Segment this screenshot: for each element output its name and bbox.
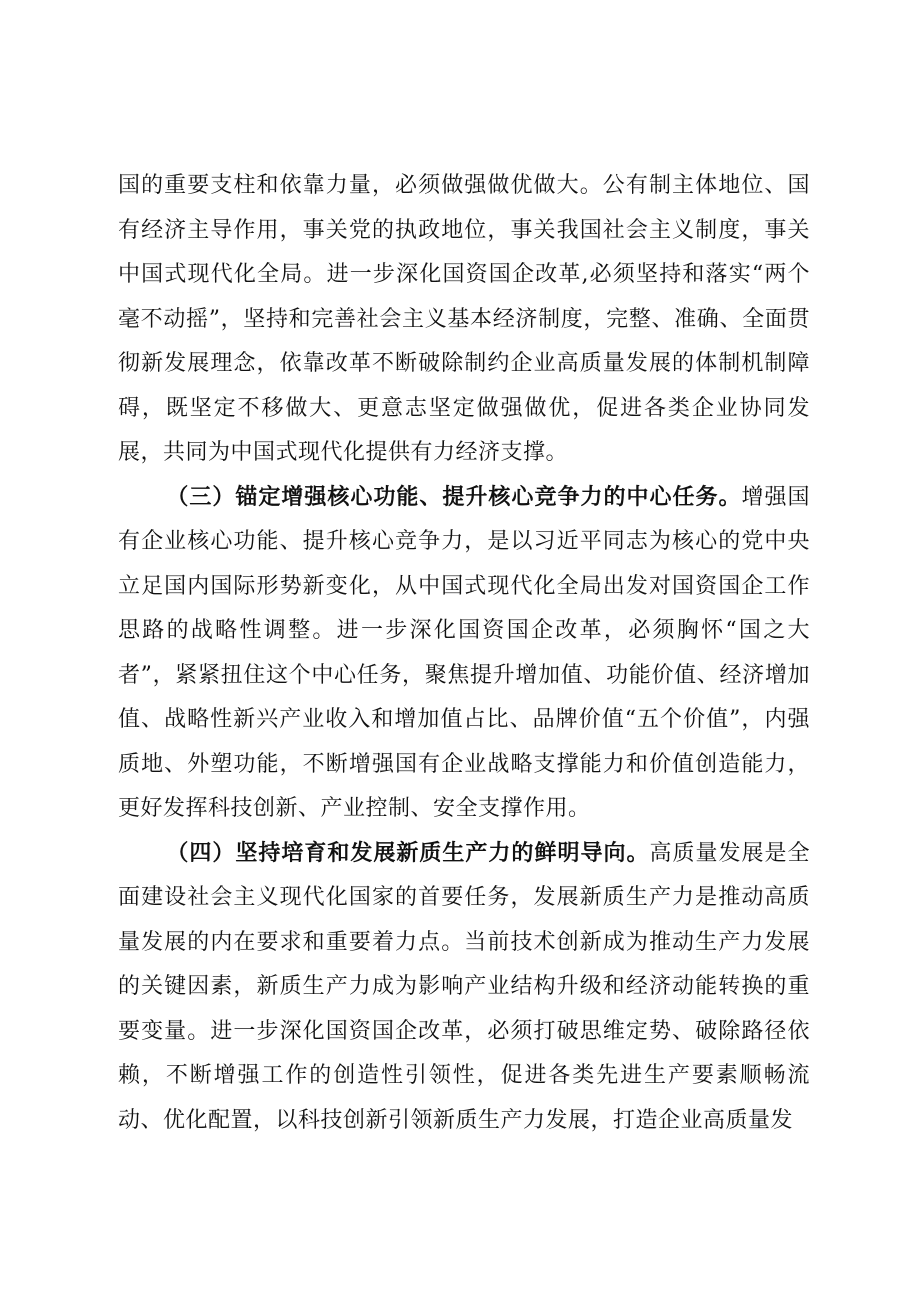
paragraph-1-text: 国的重要支柱和依靠力量，必须做强做优做大。公有制主体地位、国有经济主导作用，事关党的执政地位，事关我国社会主义制度，事关中国式现代化全局。进一步深化国资国企改革,必须坚持和落实“两个毫不动摇”，坚持和完善社会主义基本经济制度，完整、准确、全面贯彻新发展理念，依靠改革不断破除制约企业高质量发展的体制机制障碍，既坚定不移做大、更意志坚定做强做优，促进各类企业协同发展，共同为中国式现代化提供有力经济支撑。	[118, 173, 810, 465]
paragraph-2-text: 增强国有企业核心功能、提升核心竞争力，是以习近平同志为核心的党中央立足国内国际形势新变化，从中国式现代化全局出发对国资国企工作思路的战略性调整。进一步深化国资国企改革，必须胸怀“国之大者”，紧紧扭住这个中心任务，聚焦提升增加值、功能价值、经济增加值、战略性新兴产业收入和增加值占比、品牌价值“五个价值”，内强质地、外塑功能，不断增强国有企业战略支撑能力和价值创造能力，更好发挥科技创新、产业控制、安全支撑作用。	[118, 484, 810, 821]
paragraph-2	[118, 476, 810, 832]
document-body	[118, 164, 810, 1143]
section-heading-3: （三）锚定增强核心功能、提升核心竞争力的中心任务。	[166, 484, 742, 510]
paragraph-3	[118, 832, 810, 1144]
section-heading-4: （四）坚持培育和发展新质生产力的鲜明导向。	[166, 840, 650, 866]
paragraph-1	[118, 164, 810, 476]
paragraph-3-text: 高质量发展是全面建设社会主义现代化国家的首要任务，发展新质生产力是推动高质量发展的内在要求和重要着力点。当前技术创新成为推动生产力发展的关键因素，新质生产力成为影响产业结构升级和经济动能转换的重要变量。进一步深化国资国企改革，必须打破思维定势、破除路径依赖，不断增强工作的创造性引领性，促进各类先进生产要素顺畅流动、优化配置，以科技创新引领新质生产力发展，打造企业高质量发	[118, 840, 810, 1133]
